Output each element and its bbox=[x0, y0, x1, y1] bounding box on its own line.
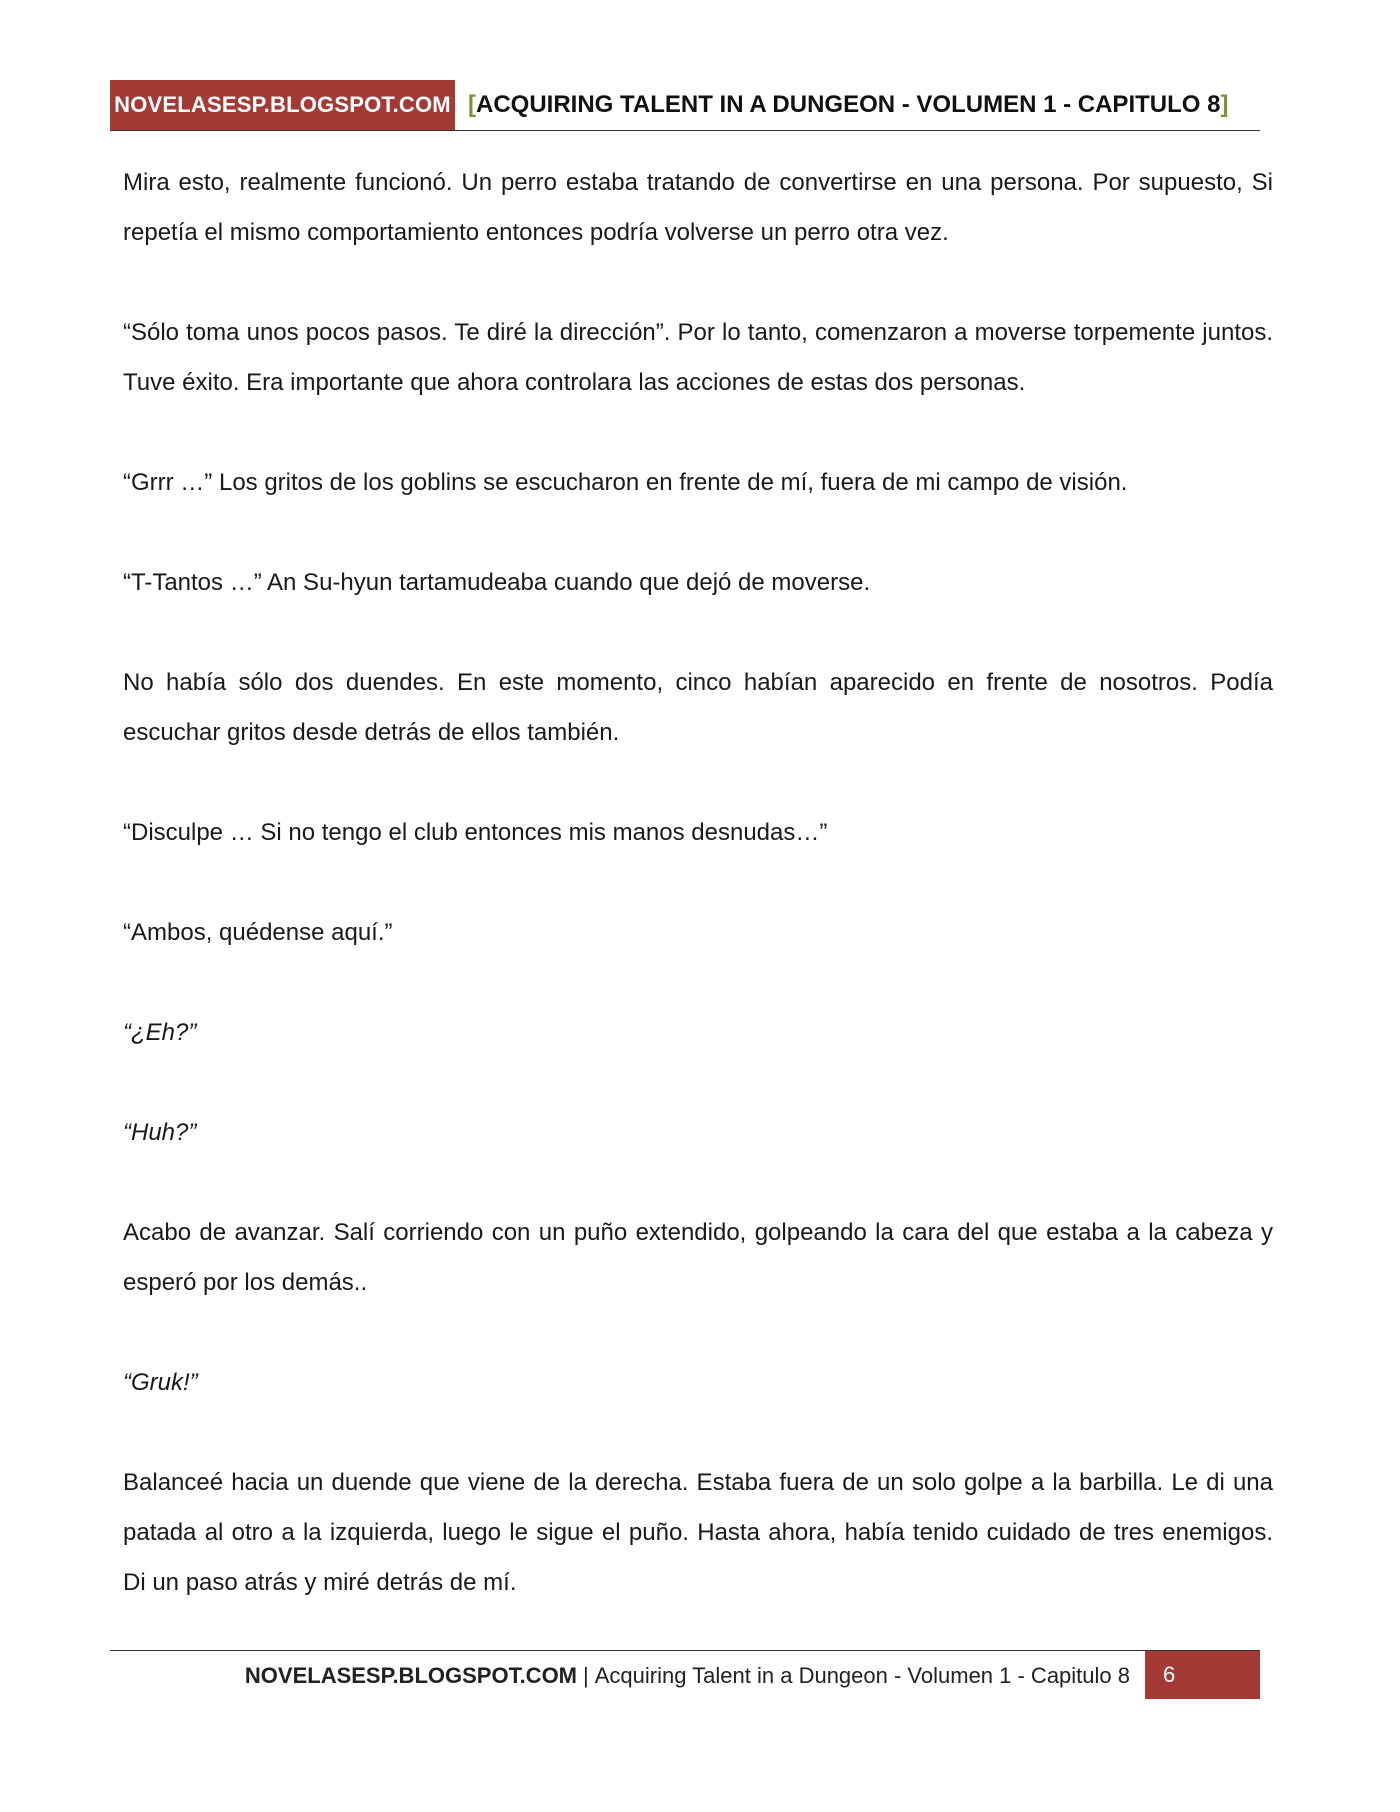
paragraph-italic: “Gruk!” bbox=[123, 1369, 198, 1396]
header-title-text: ACQUIRING TALENT IN A DUNGEON - VOLUMEN 1 - CAPITULO 8 bbox=[476, 91, 1221, 118]
page-header bbox=[110, 80, 1260, 131]
page-number: 6 bbox=[1145, 1651, 1260, 1699]
paragraph: “T-Tantos …” An Su-hyun tartamudeaba cuando que dejó de moverse. bbox=[123, 569, 871, 596]
header-bracket-close: ] bbox=[1220, 91, 1229, 118]
header-site-label: NOVELASESP.BLOGSPOT.COM bbox=[110, 80, 455, 130]
paragraph: “Ambos, quédense aquí.” bbox=[123, 919, 393, 946]
footer-site-label: NOVELASESP.BLOGSPOT.COM bbox=[244, 1663, 578, 1688]
header-title bbox=[468, 80, 1228, 130]
paragraph: “Grrr …” Los gritos de los goblins se escucharon en frente de mí, fuera de mi campo de visión. bbox=[123, 469, 1128, 496]
footer-title: Acquiring Talent in a Dungeon - Volumen 1 - Capitulo 8 bbox=[594, 1663, 1130, 1688]
paragraph: “Disculpe … Si no tengo el club entonces mis manos desnudas…” bbox=[123, 819, 828, 846]
paragraph: Balanceé hacia un duende que viene de la derecha. Estaba fuera de un solo golpe a la barbilla. Le di una patada al otro a la izquierda, luego le sigue el puño. Hasta ahora, había tenido cuidado de tres enemigos. Di un paso atrás y miré detrás de mí. bbox=[123, 1469, 1273, 1596]
document-body bbox=[123, 158, 1273, 1658]
paragraph: “Sólo toma unos pocos pasos. Te diré la dirección”. Por lo tanto, comenzaron a moverse torpemente juntos. Tuve éxito. Era importante que ahora controlara las acciones de estas dos personas. bbox=[123, 319, 1273, 396]
paragraph: Mira esto, realmente funcionó. Un perro estaba tratando de convertirse en una persona. Por supuesto, Si repetía el mismo comportamiento entonces podría volverse un perro otra vez. bbox=[123, 169, 1273, 246]
footer-separator: | bbox=[583, 1663, 589, 1688]
paragraph: Acabo de avanzar. Salí corriendo con un puño extendido, golpeando la cara del que estaba a la cabeza y esperó por los demás.. bbox=[123, 1219, 1273, 1296]
footer-text bbox=[245, 1651, 1130, 1701]
page-footer bbox=[110, 1650, 1260, 1701]
paragraph-italic: “Huh?” bbox=[123, 1119, 197, 1146]
paragraph-italic: “¿Eh?” bbox=[123, 1019, 197, 1046]
paragraph: No había sólo dos duendes. En este momento, cinco habían aparecido en frente de nosotros. Podía escuchar gritos desde detrás de ellos también. bbox=[123, 669, 1273, 746]
header-bracket-open: [ bbox=[468, 91, 476, 118]
